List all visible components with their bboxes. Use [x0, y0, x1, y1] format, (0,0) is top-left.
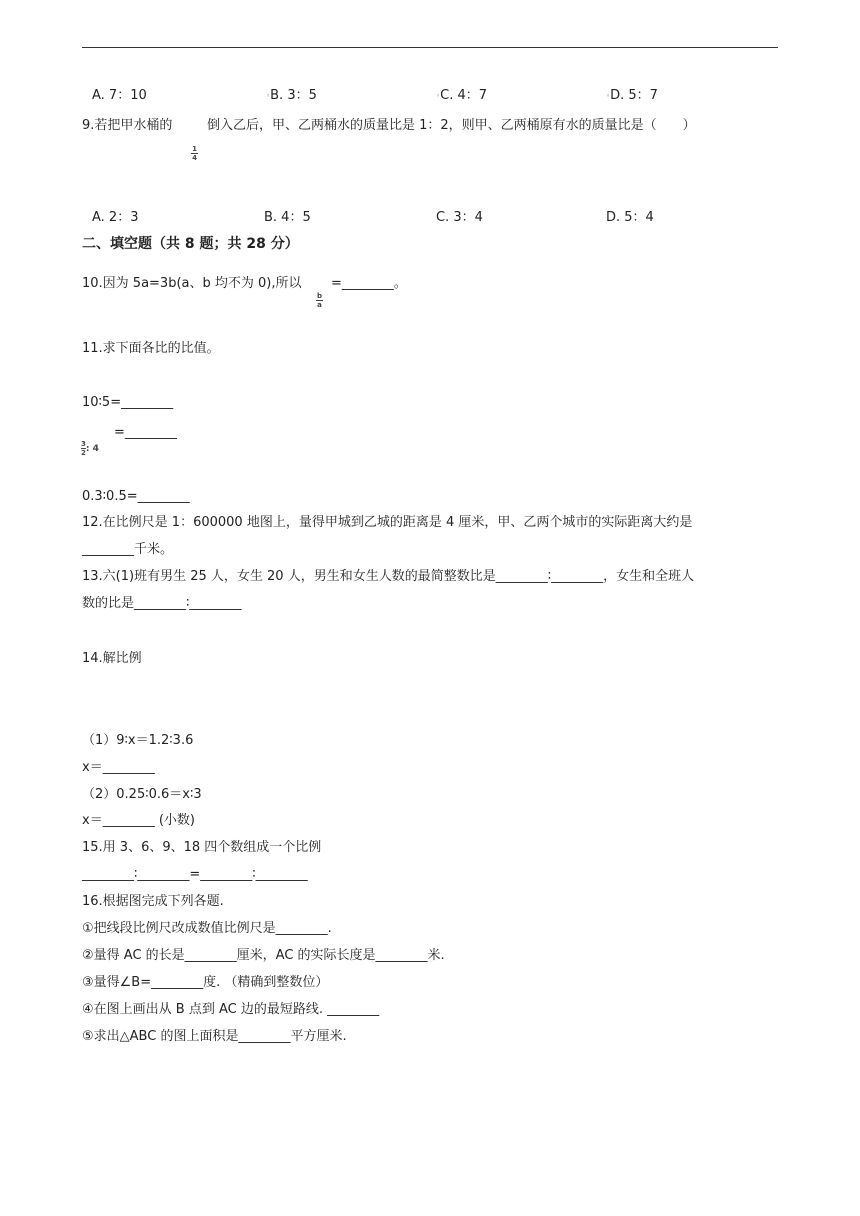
- q8-option-d[interactable]: ◦D. 5：7: [606, 88, 658, 103]
- q16-item-3[interactable]: ③量得∠B=________度. （精确到整数位）: [82, 975, 329, 990]
- q13-line2[interactable]: 数的比是________∶________: [82, 596, 242, 611]
- q15-stem: 15.用 3、6、9、18 四个数组成一个比例: [82, 840, 322, 855]
- q9-option-c[interactable]: C. 3：4: [436, 210, 483, 225]
- q11-line2[interactable]: =________: [114, 425, 177, 440]
- q14-problem2: （2）0.25∶0.6＝x∶3: [82, 787, 202, 802]
- q13-line1[interactable]: 13.六(1)班有男生 25 人，女生 20 人，男生和女生人数的最简整数比是________∶________，女生和全班人: [82, 569, 695, 584]
- q11-stem: 11.求下面各比的比值。: [82, 341, 220, 356]
- q10-fraction: b a: [316, 292, 322, 309]
- q8-option-c[interactable]: ◦C. 4：7: [436, 88, 488, 103]
- q11-line1[interactable]: 10∶5=________: [82, 395, 174, 410]
- q16-stem: 16.根据图完成下列各题.: [82, 894, 224, 909]
- q15-answer[interactable]: ________∶________=________∶________: [82, 867, 308, 882]
- q9-option-d[interactable]: D. 5：4: [606, 210, 654, 225]
- q10-answer-blank[interactable]: =________。: [331, 276, 407, 291]
- q14-answer2[interactable]: x＝________ (小数): [82, 813, 195, 828]
- q16-item-2[interactable]: ②量得 AC 的长是________厘米，AC 的实际长度是________米.: [82, 948, 445, 963]
- q16-item-4[interactable]: ④在图上画出从 B 点到 AC 边的最短路线. ________: [82, 1002, 380, 1017]
- q8-option-a[interactable]: A. 7：10: [92, 88, 147, 103]
- q8-option-b[interactable]: ◦B. 3：5: [266, 88, 317, 103]
- section-heading: 二、填空题（共 8 题；共 28 分）: [82, 236, 299, 252]
- radio-icon: ◦: [436, 92, 441, 100]
- q10-stem: 10.因为 5a=3b(a、b 均不为 0),所以: [82, 276, 302, 291]
- q12-line1: 12.在比例尺是 1：600000 地图上，量得甲城到乙城的距离是 4 厘米，甲、乙两个城市的实际距离大约是: [82, 515, 693, 530]
- q9-stem-after: 倒入乙后，甲、乙两桶水的质量比是 1：2，则甲、乙两桶原有水的质量比是（ ）: [207, 118, 696, 133]
- header-rule: [82, 47, 778, 48]
- q14-answer1[interactable]: x＝________: [82, 760, 155, 775]
- q16-item-1[interactable]: ①把线段比例尺改成数值比例尺是________.: [82, 921, 332, 936]
- q11-line3[interactable]: 0.3∶0.5=________: [82, 489, 190, 504]
- q9-option-b[interactable]: B. 4：5: [264, 210, 311, 225]
- q14-problem1: （1）9∶x＝1.2∶3.6: [82, 733, 194, 748]
- q12-line2[interactable]: ________千米。: [82, 542, 174, 557]
- q11-ratio-image: $\frac{3}{2}$: 4: [81, 440, 99, 457]
- q9-fraction: 1 4: [192, 145, 197, 162]
- radio-icon: ◦: [266, 92, 271, 100]
- q14-stem: 14.解比例: [82, 651, 142, 666]
- q9-stem-before: 9.若把甲水桶的: [82, 118, 173, 133]
- q16-item-5[interactable]: ⑤求出△ABC 的图上面积是________平方厘米.: [82, 1029, 347, 1044]
- q9-option-a[interactable]: A. 2：3: [92, 210, 139, 225]
- radio-icon: ◦: [606, 92, 611, 100]
